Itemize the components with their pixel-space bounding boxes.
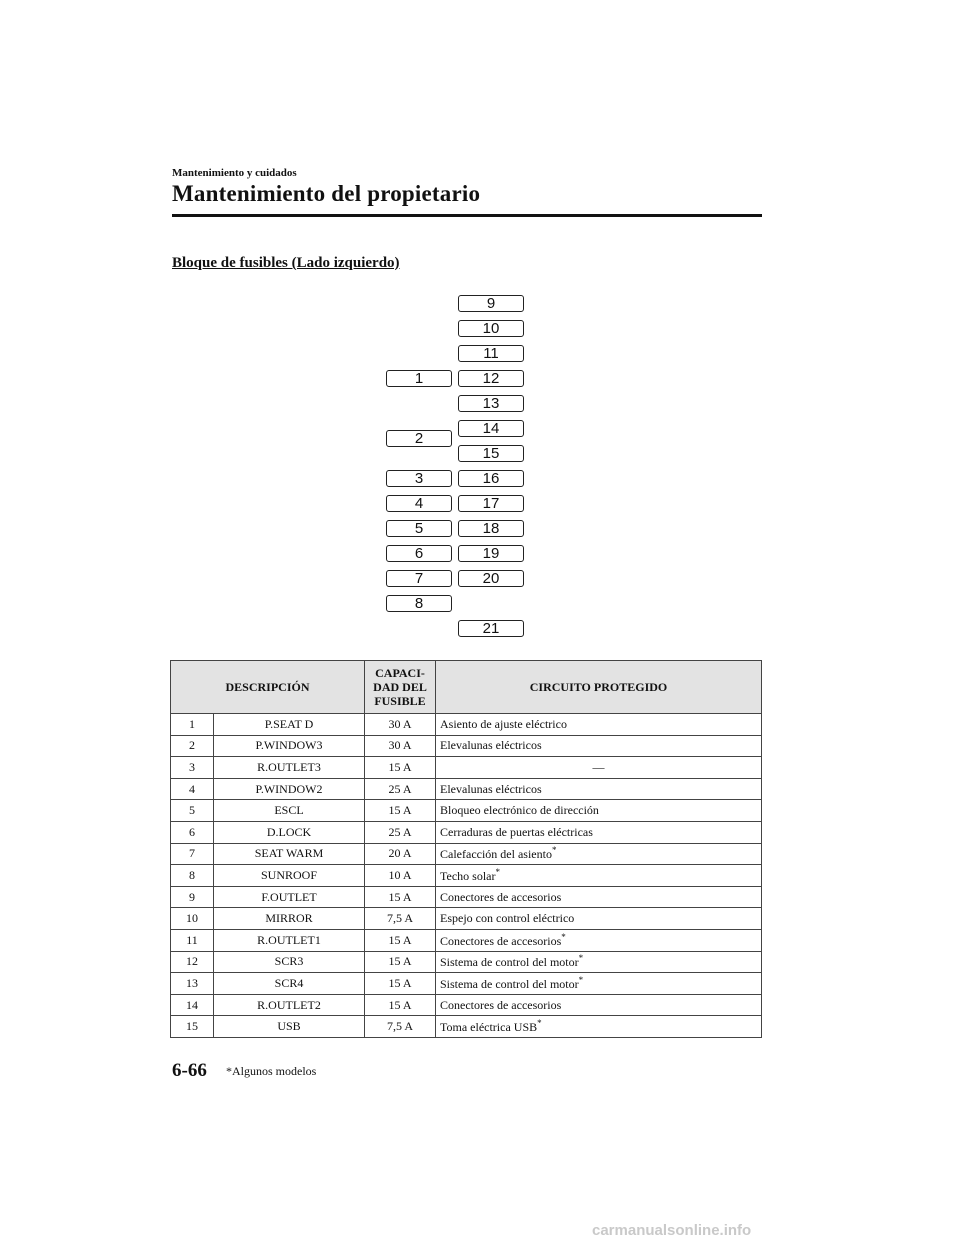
fuse-slot-15: 15: [458, 445, 524, 462]
cell-circuit: [436, 865, 762, 887]
header-capacity: [365, 661, 436, 714]
circuit-text: Elevalunas eléctricos: [440, 738, 542, 753]
cell-number: 14: [171, 994, 214, 1016]
fuse-slot-11: 11: [458, 345, 524, 362]
cell-description: SCR4: [214, 973, 365, 995]
fuse-slot-7: 7: [386, 570, 452, 587]
cell-description: P.SEAT D: [214, 714, 365, 736]
circuit-text: ―: [592, 759, 605, 774]
cell-circuit: [436, 735, 762, 757]
table-row: [171, 886, 762, 908]
circuit-text: Toma eléctrica USB: [440, 1020, 538, 1035]
fuse-slot-5: 5: [386, 520, 452, 537]
watermark: carmanualsonline.info: [592, 1222, 752, 1239]
cell-description: D.LOCK: [214, 821, 365, 843]
cell-circuit: [436, 843, 762, 865]
footnote-marker: *: [537, 1018, 542, 1029]
cell-capacity: 15 A: [365, 994, 436, 1016]
cell-circuit: [436, 778, 762, 800]
fuse-table: [170, 660, 762, 1038]
circuit-text: Elevalunas eléctricos: [440, 781, 542, 796]
cell-number: 1: [171, 714, 214, 736]
cell-capacity: 10 A: [365, 865, 436, 887]
header-capacity-line: DAD DEL: [373, 680, 427, 694]
table-row: [171, 929, 762, 951]
cell-description: R.OUTLET2: [214, 994, 365, 1016]
cell-number: 11: [171, 929, 214, 951]
cell-number: 6: [171, 821, 214, 843]
page-title: Mantenimiento del propietario: [172, 181, 481, 206]
cell-number: 3: [171, 757, 214, 779]
circuit-text: Techo solar: [440, 868, 496, 883]
header-capacity-line: CAPACI-: [375, 666, 425, 680]
circuit-text: Conectores de accesorios: [440, 997, 562, 1012]
table-row: [171, 843, 762, 865]
cell-number: 5: [171, 800, 214, 822]
table-row: [171, 735, 762, 757]
circuit-text: Espejo con control eléctrico: [440, 911, 575, 926]
cell-capacity: 30 A: [365, 714, 436, 736]
table-row: [171, 951, 762, 973]
footnote-marker: *: [578, 974, 584, 985]
fuse-slot-17: 17: [458, 495, 524, 512]
fuse-slot-3: 3: [386, 470, 452, 487]
cell-circuit: [436, 714, 762, 736]
footnote-marker: *: [495, 866, 500, 877]
fuse-slot-16: 16: [458, 470, 524, 487]
fuse-slot-2: 2: [386, 430, 452, 447]
cell-circuit: [436, 1016, 762, 1038]
circuit-text: Cerraduras de puertas eléctricas: [440, 824, 593, 839]
cell-description: SCR3: [214, 951, 365, 973]
page-number: 6-66: [172, 1060, 207, 1081]
cell-description: R.OUTLET3: [214, 757, 365, 779]
fuse-slot-13: 13: [458, 395, 524, 412]
circuit-text: Asiento de ajuste eléctrico: [440, 716, 567, 731]
table-row: [171, 821, 762, 843]
header-description: DESCRIPCIÓN: [171, 661, 365, 714]
cell-description: SUNROOF: [214, 865, 365, 887]
footnote-marker: *: [578, 953, 584, 964]
cell-circuit: [436, 908, 762, 930]
fuse-slot-19: 19: [458, 545, 524, 562]
cell-capacity: 25 A: [365, 778, 436, 800]
cell-capacity: 7,5 A: [365, 1016, 436, 1038]
cell-number: 9: [171, 886, 214, 908]
table-row: [171, 800, 762, 822]
cell-capacity: 15 A: [365, 757, 436, 779]
cell-capacity: 15 A: [365, 886, 436, 908]
table-row: [171, 757, 762, 779]
table-row: [171, 714, 762, 736]
cell-description: ESCL: [214, 800, 365, 822]
fuse-slot-20: 20: [458, 570, 524, 587]
circuit-text: Bloqueo electrónico de dirección: [440, 803, 599, 818]
table-header-row: [171, 661, 762, 714]
footnote: *Algunos modelos: [226, 1064, 317, 1078]
cell-number: 12: [171, 951, 214, 973]
cell-capacity: 15 A: [365, 973, 436, 995]
cell-circuit: [436, 886, 762, 908]
cell-circuit: [436, 929, 762, 951]
header-capacity-line: FUSIBLE: [374, 694, 426, 708]
circuit-text: Conectores de accesorios: [440, 889, 562, 904]
fuse-slot-1: 1: [386, 370, 452, 387]
cell-number: 15: [171, 1016, 214, 1038]
table-row: [171, 973, 762, 995]
table-row: [171, 994, 762, 1016]
fuse-slot-21: 21: [458, 620, 524, 637]
cell-description: MIRROR: [214, 908, 365, 930]
fuse-slot-18: 18: [458, 520, 524, 537]
cell-capacity: 15 A: [365, 929, 436, 951]
cell-description: F.OUTLET: [214, 886, 365, 908]
cell-capacity: 15 A: [365, 951, 436, 973]
cell-description: P.WINDOW3: [214, 735, 365, 757]
table-row: [171, 1016, 762, 1038]
cell-capacity: 20 A: [365, 843, 436, 865]
cell-circuit: [436, 821, 762, 843]
cell-number: 13: [171, 973, 214, 995]
section-label: Mantenimiento y cuidados: [172, 167, 297, 179]
cell-description: R.OUTLET1: [214, 929, 365, 951]
cell-description: SEAT WARM: [214, 843, 365, 865]
cell-capacity: 25 A: [365, 821, 436, 843]
fuse-slot-10: 10: [458, 320, 524, 337]
circuit-text: Calefacción del asiento: [440, 847, 552, 862]
cell-number: 2: [171, 735, 214, 757]
footnote-marker: *: [561, 931, 566, 942]
cell-description: P.WINDOW2: [214, 778, 365, 800]
circuit-text: Sistema de control del motor: [440, 955, 579, 970]
cell-circuit: [436, 973, 762, 995]
fuse-slot-6: 6: [386, 545, 452, 562]
cell-number: 8: [171, 865, 214, 887]
cell-circuit: [436, 994, 762, 1016]
fuse-slot-4: 4: [386, 495, 452, 512]
fuse-slot-8: 8: [386, 595, 452, 612]
cell-circuit: [436, 951, 762, 973]
fuse-slot-9: 9: [458, 295, 524, 312]
cell-capacity: 7,5 A: [365, 908, 436, 930]
cell-circuit: [436, 757, 762, 779]
table-row: [171, 865, 762, 887]
table-row: [171, 778, 762, 800]
fuse-block-heading: Bloque de fusibles (Lado izquierdo): [172, 255, 400, 271]
table-row: [171, 908, 762, 930]
circuit-text: Sistema de control del motor: [440, 976, 579, 991]
fuse-slot-14: 14: [458, 420, 524, 437]
cell-capacity: 15 A: [365, 800, 436, 822]
cell-number: 7: [171, 843, 214, 865]
fuse-slot-12: 12: [458, 370, 524, 387]
header-circuit: CIRCUITO PROTEGIDO: [436, 661, 762, 714]
cell-circuit: [436, 800, 762, 822]
cell-number: 10: [171, 908, 214, 930]
circuit-text: Conectores de accesorios: [440, 933, 562, 948]
cell-number: 4: [171, 778, 214, 800]
title-divider: [172, 214, 762, 217]
cell-description: USB: [214, 1016, 365, 1038]
cell-capacity: 30 A: [365, 735, 436, 757]
footnote-marker: *: [551, 845, 557, 856]
